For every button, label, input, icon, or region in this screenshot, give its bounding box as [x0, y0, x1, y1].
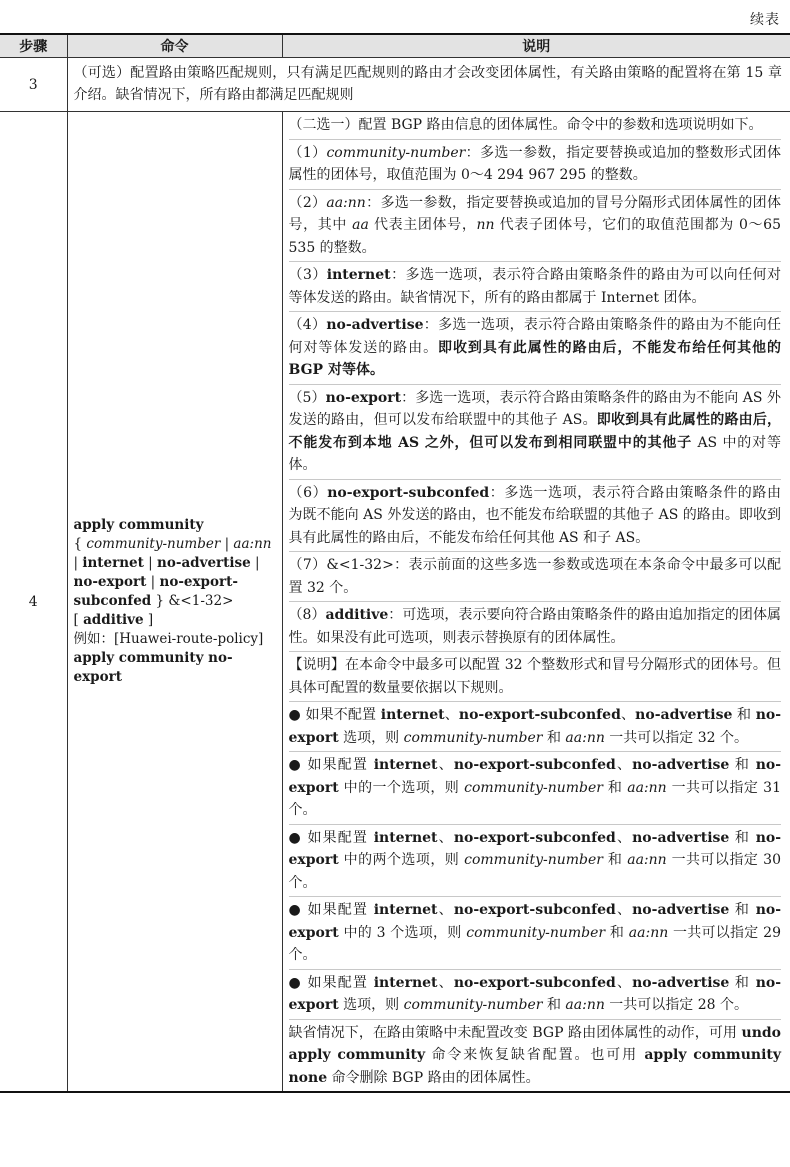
header-step: 步骤 [0, 34, 67, 58]
option-no-export: no-export [73, 574, 147, 590]
desc-item-4: （4）no-advertise：多选一选项，表示符合路由策略条件的路由为不能向任何对等体发送的路由。即收到具有此属性的路由后，不能发布给任何其他的 BGP 对等体。 [289, 312, 782, 385]
option-no-export-subconfed: no-export-subconfed [73, 574, 238, 609]
syntax-token: ] [143, 612, 154, 628]
table-continued-caption: 续表 [750, 12, 780, 28]
desc-bullet-3: ● 如果配置 internet、no-export-subconfed、no-advertise 和 no-export 中的两个选项，则 community-number 和 aa:nn 一共可以指定 30 个。 [289, 825, 782, 898]
command-table [0, 33, 790, 1093]
syntax-token: } &<1-32> [151, 593, 234, 609]
step-4-description [282, 112, 790, 1093]
step-number: 3 [0, 58, 67, 112]
option-no-advertise: no-advertise [157, 555, 251, 571]
desc-note: 【说明】在本命令中最多可以配置 32 个整数形式和冒号分隔形式的团体号。但具体可配置的数量要依据以下规则。 [289, 652, 782, 702]
syntax-token: | [146, 574, 160, 590]
desc-item-3: （3）internet：多选一选项，表示符合路由策略条件的路由为可以向任何对等体发送的路由。缺省情况下，所有的路由都属于 Internet 团体。 [289, 262, 782, 312]
table-row-step-4 [0, 112, 790, 1093]
command-keyword: apply community [73, 517, 204, 533]
desc-item-7: （7）&<1-32>：表示前面的这些多选一参数或选项在本条命令中最多可以配置 32 个。 [289, 552, 782, 602]
desc-bullet-1: ● 如果不配置 internet、no-export-subconfed、no-advertise 和 no-export 选项，则 community-number 和 aa:nn 一共可以指定 32 个。 [289, 702, 782, 752]
syntax-token: | [73, 555, 83, 571]
header-description: 说明 [282, 34, 790, 58]
syntax-token: { [73, 536, 87, 552]
desc-bullet-4: ● 如果配置 internet、no-export-subconfed、no-advertise 和 no-export 中的 3 个选项，则 community-number 和 aa:nn 一共可以指定 29 个。 [289, 897, 782, 970]
desc-default-behavior: 缺省情况下，在路由策略中未配置改变 BGP 路由团体属性的动作，可用 undo apply community 命令来恢复缺省配置。也可用 apply community none 命令删除 BGP 路由的团体属性。 [288, 1024, 781, 1086]
desc-item-5: （5）no-export：多选一选项，表示符合路由策略条件的路由为不能向 AS 外发送的路由，但可以发布给联盟中的其他子 AS。即收到具有此属性的路由后，不能发布到本地 AS 之外，但可以发布到相同联盟中的其他子 AS 中的对等体。 [289, 385, 782, 480]
syntax-token: | [143, 555, 158, 571]
header-row [0, 34, 790, 58]
syntax-token: | [250, 555, 260, 571]
desc-bullet-5: ● 如果配置 internet、no-export-subconfed、no-advertise 和 no-export 选项，则 community-number 和 aa:nn 一共可以指定 28 个。 [289, 970, 782, 1020]
syntax-token: [ [73, 612, 84, 628]
desc-item-6: （6）no-export-subconfed：多选一选项，表示符合路由策略条件的路由为既不能向 AS 外发送的路由，也不能发布给联盟的其他子 AS 的路由。即收到具有此属性的路由后，不能发布给任何其他 AS 和子 AS。 [289, 480, 782, 553]
desc-item-1: （1）community-number：多选一参数，指定要替换或追加的整数形式团体属性的团体号，取值范围为 0～4 294 967 295 的整数。 [289, 140, 782, 190]
example-command: apply community no-export [73, 650, 233, 685]
table-row-step-3 [0, 58, 790, 112]
syntax-token: | [220, 536, 234, 552]
desc-item-2: （2）aa:nn：多选一参数，指定要替换或追加的冒号分隔形式团体属性的团体号，其中 aa 代表主团体号，nn 代表子团体号，它们的取值范围都为 0～65 535 的整数。 [289, 190, 782, 263]
step-number: 4 [0, 112, 67, 1093]
step-3-description: （可选）配置路由策略匹配规则，只有满足匹配规则的路由才会改变团体属性，有关路由策略的配置将在第 15 章介绍。缺省情况下，所有路由都满足匹配规则 [67, 58, 790, 112]
desc-item-8: （8）additive：可选项，表示要向符合路由策略条件的路由追加指定的团体属性。如果没有此可选项，则表示替换原有的团体属性。 [289, 602, 782, 652]
desc-bullet-2: ● 如果配置 internet、no-export-subconfed、no-advertise 和 no-export 中的一个选项，则 community-number 和 aa:nn 一共可以指定 31 个。 [289, 752, 782, 825]
param-community-number: community-number [86, 536, 221, 552]
option-internet: internet [82, 555, 144, 571]
command-syntax [67, 112, 282, 1093]
example-prefix: 例如：[Huawei-route-policy] [73, 631, 264, 647]
option-additive: additive [83, 612, 144, 628]
header-command: 命令 [67, 34, 282, 58]
desc-intro: （二选一）配置 BGP 路由信息的团体属性。命令中的参数和选项说明如下。 [289, 112, 782, 140]
param-aa-nn: aa:nn [233, 536, 272, 552]
